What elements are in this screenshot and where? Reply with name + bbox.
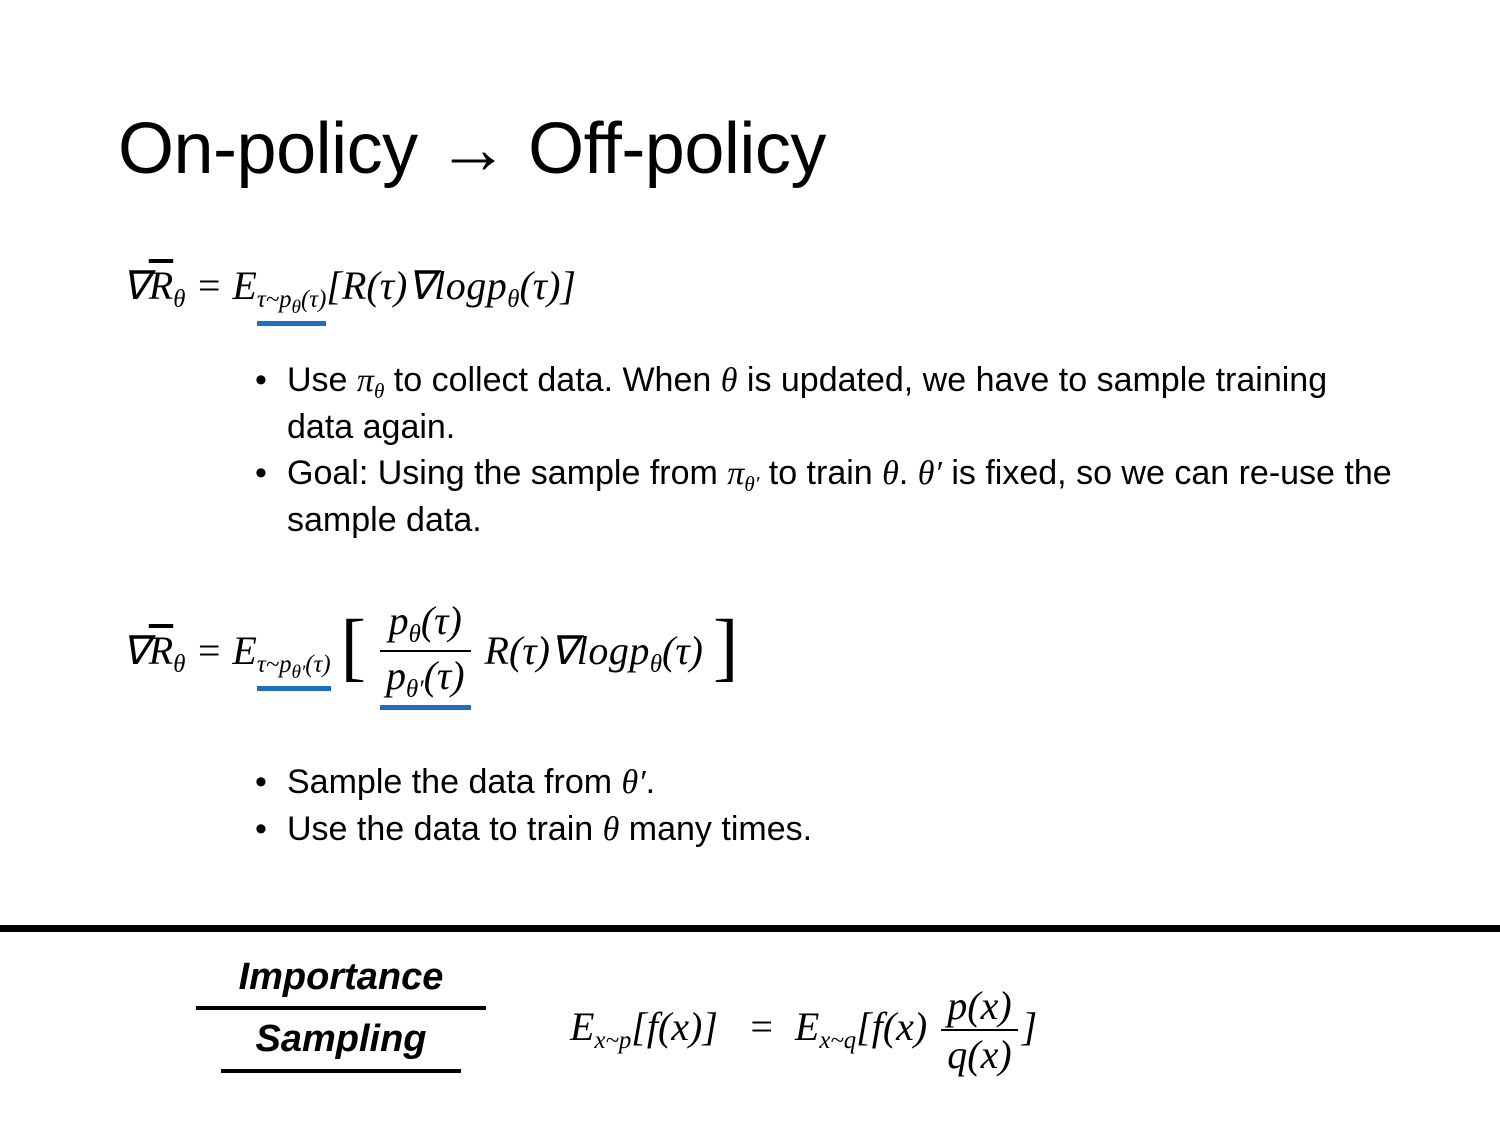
page-title: On-policy → Off-policy	[118, 109, 826, 189]
importance-ratio	[380, 600, 471, 710]
importance-ratio-denominator: pθ′(τ)	[380, 652, 471, 710]
equation-2-rhs: R(τ)∇logpθ(τ)	[484, 628, 703, 679]
importance-sampling-label-line1: Importance	[196, 952, 486, 1010]
importance-ratio-numerator: pθ(τ)	[380, 600, 471, 652]
is-eq-bracket-close: ]	[1021, 1004, 1038, 1050]
equation-gradient-off-policy	[122, 600, 738, 710]
footer-divider	[0, 925, 1500, 932]
importance-sampling-label-line2: Sampling	[221, 1014, 461, 1072]
bullet-marker: •	[255, 361, 267, 399]
bullet-marker: •	[255, 454, 267, 493]
equation-gradient-on-policy	[122, 262, 576, 326]
bullet-list-bottom	[255, 760, 1395, 854]
list-item	[255, 451, 1395, 542]
bullet-marker: •	[255, 810, 267, 849]
equation-1-rhs: [R(τ)∇logpθ(τ)]	[326, 263, 576, 313]
importance-sampling-equation	[570, 985, 1037, 1077]
is-eq-equals: =	[727, 1004, 795, 1050]
list-item	[255, 760, 1395, 805]
bracket-close: ]	[712, 604, 739, 689]
equation-2-expectation-subscript: τ~pθ′(τ)	[257, 651, 331, 691]
bullet-marker: •	[255, 763, 267, 801]
bullet-text-1: Use πθ to collect data. When θ is updated, we have to sample training data again.	[287, 361, 1328, 447]
bracket-open: [	[340, 604, 366, 689]
is-eq-right: Ex~q[f(x)	[794, 1004, 928, 1054]
equation-1-lhs: $\nabla\overline{R}\theta = E$	[122, 263, 257, 313]
importance-sampling-label	[196, 952, 486, 1073]
bullet-text-2: Goal: Using the sample from πθ′ to train θ. θ′ is fixed, so we can re-use the sample data.	[287, 454, 1392, 540]
is-ratio	[941, 985, 1017, 1077]
list-item	[255, 807, 1395, 852]
bullet-text-4: Use the data to train θ many times.	[287, 810, 813, 849]
is-eq-left: Ex~p[f(x)]	[570, 1004, 718, 1054]
is-ratio-numerator: p(x)	[941, 985, 1017, 1031]
list-item	[255, 358, 1395, 449]
is-ratio-denominator: q(x)	[947, 1032, 1012, 1078]
equation-2-lhs: $\nabla\overline{R}\theta = E$	[122, 628, 257, 679]
bullet-text-3: Sample the data from θ′.	[287, 763, 656, 801]
equation-1-expectation-subscript: τ~pθ(τ)	[257, 286, 327, 326]
bullet-list-top	[255, 358, 1395, 545]
